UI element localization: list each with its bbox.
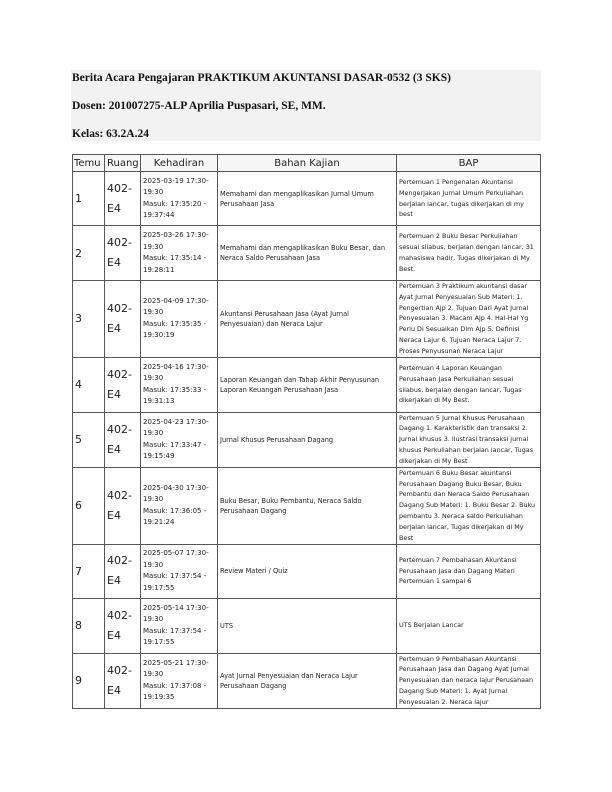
table-row: [73, 281, 541, 358]
temu-cell: 2: [73, 226, 105, 281]
bap-cell: Pertemuan 6 Buku Besar akuntansi Perusahaan Dagang Buku Besar, Buku Pembantu dan Neraca Saldo Perusahaan Dagang Sub Materi: 1. Buku Besar 2. Buku pembantu 3. Neraca saldo Perkuliahan berjalan lancar, Tugas dikerjakan di My Best: [397, 467, 541, 544]
schedule-time: 2025-03-26 17:30-19:30: [143, 231, 209, 251]
kehadiran-cell: [141, 598, 218, 653]
bahan-kajian-cell: Memahami dan mengaplikasikan Jurnal Umum Perusahaan Jasa: [218, 172, 397, 226]
temu-cell: 9: [73, 653, 105, 708]
bap-cell: Pertemuan 9 Pembahasan Akuntansi Perusahaan Jasa dan Dagang Ayat Jurnal Penyesuaian dan neraca lajur Perusahaan Dagang Sub Materi: 1. Ayat Jurnal Penyesuaian 2. Neraca lajur: [397, 653, 541, 708]
ruang-cell: 402-E4: [105, 598, 141, 653]
temu-cell: 5: [73, 412, 105, 467]
temu-cell: 3: [73, 281, 105, 358]
column-header-ruang: Ruang: [105, 155, 141, 172]
temu-cell: 6: [73, 467, 105, 544]
temu-cell: 1: [73, 172, 105, 226]
bahan-kajian-cell: Jurnal Khusus Perusahaan Dagang: [218, 412, 397, 467]
table-row: [73, 172, 541, 226]
table-row: [73, 598, 541, 653]
bahan-kajian-cell: Akuntansi Perusahaan Jasa (Ayat Jurnal Penyesuaian) dan Neraca Lajur: [218, 281, 397, 358]
lecturer-line: Dosen: 201007275-ALP Aprilia Puspasari, SE, MM.: [72, 100, 326, 112]
bahan-kajian-cell: Review Materi / Quiz: [218, 544, 397, 598]
column-header-bap: BAP: [397, 155, 541, 172]
column-header-kehadiran: Kehadiran: [141, 155, 218, 172]
bahan-kajian-cell: UTS: [218, 598, 397, 653]
bap-cell: Pertemuan 5 Jurnal Khusus Perusahaan Dagang 1. Karakteristik dan transaksi 2. Jurnal khusus 3. Ilustrasi transaksi jurnal khusus Perkuliahan berjalan lancar, Tugas dikerjakan di My Best: [397, 412, 541, 467]
table-header-row: [73, 155, 541, 172]
table-row: [73, 357, 541, 412]
kehadiran-cell: [141, 653, 218, 708]
bap-cell: UTS Berjalan Lancar: [397, 598, 541, 653]
schedule-time: 2025-05-21 17:30-19:30: [143, 658, 209, 679]
schedule-time: 2025-04-16 17:30-19:30: [143, 362, 209, 383]
bap-cell: Pertemuan 3 Praktikum akuntansi dasar Ayat Jurnal Penyesuaian Sub Materi: 1. Pengertian Ajp 2. Tujuan Dari Ayat Jurnal Penyesuaian 3. Macam Ajp 4. Hal-Hal Yg Perlu Di Sesuaikan Dlm Ajp 5. Definisi Neraca Lajur 6. Tujuan Neraca Lajur 7. Proses Penyusunan Neraca Lajur: [397, 281, 541, 358]
checkin-time: Masuk: 17:37:54 - 19:17:55: [143, 626, 207, 647]
document-title: Berita Acara Pengajaran PRAKTIKUM AKUNTANSI DASAR-0532 (3 SKS): [72, 72, 451, 84]
schedule-time: 2025-04-23 17:30-19:30: [143, 417, 209, 438]
checkin-time: Masuk: 17:37:08 - 19:19:35: [143, 681, 207, 702]
checkin-time: Masuk: 17:35:35 - 19:30:19: [143, 319, 207, 340]
checkin-time: Masuk: 17:33:47 - 19:15:49: [143, 440, 207, 461]
table-row: [73, 544, 541, 598]
bahan-kajian-cell: Laporan Keuangan dan Tahap Akhir Penyusunan Laporan Keuangan Perusahaan Jasa: [218, 357, 397, 412]
schedule-time: 2025-04-30 17:30-19:30: [143, 483, 209, 504]
table-row: [73, 653, 541, 708]
kehadiran-cell: [141, 281, 218, 358]
ruang-cell: 402-E4: [105, 544, 141, 598]
ruang-cell: 402-E4: [105, 412, 141, 467]
kehadiran-cell: [141, 467, 218, 544]
table-row: [73, 412, 541, 467]
checkin-time: Masuk: 17:37:54 - 19:17:55: [143, 572, 207, 592]
bap-cell: Pertemuan 1 Pengenalan Akuntansi Mengerjakan Jurnal Umum Perkuliahan berjalan lancar, tugas dikerjakan di my best: [397, 172, 541, 226]
checkin-time: Masuk: 17:36:05 - 19:21:24: [143, 506, 207, 527]
table-row: [73, 226, 541, 281]
ruang-cell: 402-E4: [105, 281, 141, 358]
schedule-time: 2025-03-19 17:30-19:30: [143, 176, 209, 196]
checkin-time: Masuk: 17:35:33 - 19:31:13: [143, 385, 207, 406]
attendance-table: [72, 154, 541, 709]
kehadiran-cell: [141, 226, 218, 281]
kehadiran-cell: [141, 172, 218, 226]
ruang-cell: 402-E4: [105, 172, 141, 226]
kehadiran-cell: [141, 357, 218, 412]
bap-cell: Pertemuan 7 Pembahasan Akuntansi Perusahaan Jasa dan Dagang Materi Pertemuan 1 sampai 6: [397, 544, 541, 598]
bahan-kajian-cell: Buku Besar, Buku Pembantu, Neraca Saldo Perusahaan Dagang: [218, 467, 397, 544]
table-row: [73, 467, 541, 544]
temu-cell: 7: [73, 544, 105, 598]
schedule-time: 2025-04-09 17:30-19:30: [143, 296, 209, 317]
bap-cell: Pertemuan 4 Laporan Keuangan Perusahaan Jasa Perkuliahan sesuai silabus, berjalan dengan lancar, Tugas dikerjakan di My Best.: [397, 357, 541, 412]
column-header-bahan-kajian: Bahan Kajian: [218, 155, 397, 172]
ruang-cell: 402-E4: [105, 653, 141, 708]
bap-cell: Pertemuan 2 Buku Besar Perkuliahan sesuai silabus, berjalan dengan lancar, 31 mahasiswa hadir, Tugas dikerjakan di My Best.: [397, 226, 541, 281]
temu-cell: 4: [73, 357, 105, 412]
kehadiran-cell: [141, 544, 218, 598]
bahan-kajian-cell: Memahami dan mengaplikasikan Buku Besar, dan Neraca Saldo Perusahaan Jasa: [218, 226, 397, 281]
kehadiran-cell: [141, 412, 218, 467]
schedule-time: 2025-05-07 17:30-19:30: [143, 549, 209, 569]
checkin-time: Masuk: 17:35:20 - 19:37:44: [143, 199, 207, 219]
ruang-cell: 402-E4: [105, 467, 141, 544]
checkin-time: Masuk: 17:35:14 - 19:28:11: [143, 254, 207, 274]
column-header-temu: Temu: [73, 155, 105, 172]
bahan-kajian-cell: Ayat Jurnal Penyesuaian dan Neraca Lajur Perusahaan Dagang: [218, 653, 397, 708]
temu-cell: 8: [73, 598, 105, 653]
class-line: Kelas: 63.2A.24: [72, 128, 149, 140]
schedule-time: 2025-05-14 17:30-19:30: [143, 603, 209, 624]
ruang-cell: 402-E4: [105, 357, 141, 412]
ruang-cell: 402-E4: [105, 226, 141, 281]
